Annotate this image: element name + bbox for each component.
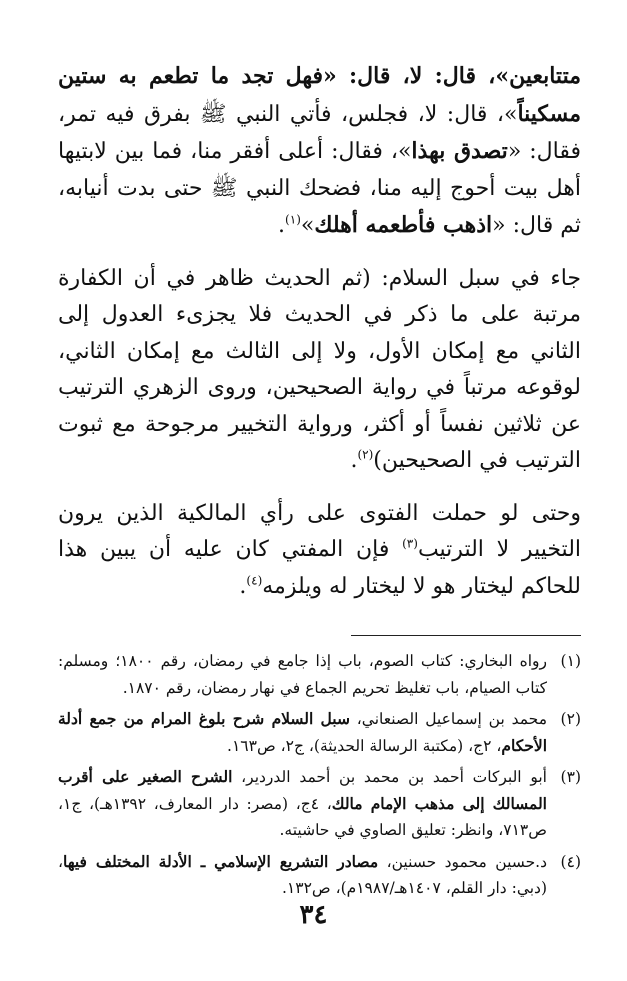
- footnote-text: [58, 849, 547, 902]
- footnote-text: [58, 706, 547, 759]
- paragraph-maliki-view: [58, 496, 581, 606]
- footnote-ref: (٣): [402, 536, 418, 551]
- footnote-number: (٤): [560, 852, 581, 871]
- text-run: فإن المفتي كان عليه أن يبين هذا للحاكم ليختار هو لا ليختار له ويلزمه: [58, 537, 581, 599]
- paragraph-hadith: [58, 58, 581, 245]
- footnote-text: [58, 648, 547, 701]
- bold-text: تصدق بهذا: [411, 138, 508, 164]
- text-run: أبو البركات أحمد بن محمد بن أحمد الدردير،: [232, 768, 547, 786]
- text-run: رواه البخاري: كتاب الصوم، باب إذا جامع في رمضان، رقم ١٨٠٠؛ ومسلم: كتاب الصيام، باب تغليظ تحريم الجماع في نهار رمضان، رقم ١٨٧٠.: [58, 652, 548, 697]
- footnote-1: [58, 648, 581, 701]
- bold-text: فهل تجد ما تطعم به ستين مسكيناً: [58, 63, 581, 127]
- text-run: »، فقال: أعلى أفقر منا، فما بين لابتيها أهل بيت أحوج إليه منا، فضحك النبي ﷺ حتى بدت أنيابه، ثم قال: «: [58, 139, 581, 238]
- footnote-4: [58, 849, 581, 902]
- footnote-ref: (٢): [357, 447, 374, 462]
- page-number: ٣٤: [299, 900, 328, 930]
- footnote-text: [58, 764, 547, 844]
- text-run: ، ٤ج، (مصر: دار المعارف، ١٣٩٢هـ)، ج١، ص٧١٣، وانظر: تعليق الصاوي في حاشيته.: [58, 794, 547, 839]
- text-run: .: [350, 448, 358, 473]
- bold-text: سبل السلام شرح بلوغ المرام من جمع أدلة الأحكام: [58, 709, 547, 755]
- text-run: »: [300, 213, 315, 238]
- footnote-ref: (٤): [246, 573, 263, 588]
- footnote-3: [58, 764, 581, 844]
- bold-text: اذهب فأطعمه أهلك: [314, 212, 493, 238]
- footnote-ref: (١): [285, 212, 301, 227]
- text-run: .: [278, 213, 286, 238]
- text-run: جاء في سبل السلام: (ثم الحديث ظاهر في أن الكفارة مرتبة على ما ذكر في الحديث فلا يجزىء العدول إلى الثاني مع إمكان الأول، ولا إلى الثالث مع إمكان الثاني، لوقوعه مرتباً في رواية الصحيحين، وروى الزهري الترتيب عن ثلاثين نفساً أو أكثر، ورواية التخيير مرجوحة مع ثبوت الترتيب في الصحيحين): [58, 265, 581, 473]
- text-run: »، قال: لا، فجلس، فأتي النبي ﷺ بفرق فيه تمر، فقال: «: [58, 101, 582, 164]
- text-run: .: [239, 573, 247, 599]
- footnote-separator: [351, 635, 581, 636]
- text-run: ، (دبي: دار القلم، ١٤٠٧هـ/١٩٨٧م)، ص١٣٢.: [58, 852, 547, 897]
- bold-text: الشرح الصغير على أقرب المسالك إلى مذهب الإمام مالك: [58, 767, 547, 813]
- footnote-number: (٢): [560, 710, 581, 728]
- footnote-2: [58, 706, 581, 759]
- text-run: ، ٢ج، (مكتبة الرسالة الحديثة)، ج٢، ص١٦٣.: [227, 736, 502, 755]
- text-run: د.حسين محمود حسنين،: [378, 852, 547, 871]
- footnotes: [58, 648, 581, 902]
- footnote-number: (١): [560, 652, 581, 670]
- bold-text: مصادر التشريع الإسلامي ـ الأدلة المختلف فيها: [63, 851, 379, 871]
- text-run: محمد بن إسماعيل الصنعاني،: [349, 710, 547, 728]
- footnote-number: (٣): [560, 768, 581, 786]
- text-run: وحتى لو حملت الفتوى على رأي المالكية الذين يرون التخيير لا الترتيب: [58, 500, 582, 562]
- bold-text: متتابعين»، قال: لا، قال: «: [323, 63, 581, 89]
- paragraph-subul-quote: [58, 261, 581, 480]
